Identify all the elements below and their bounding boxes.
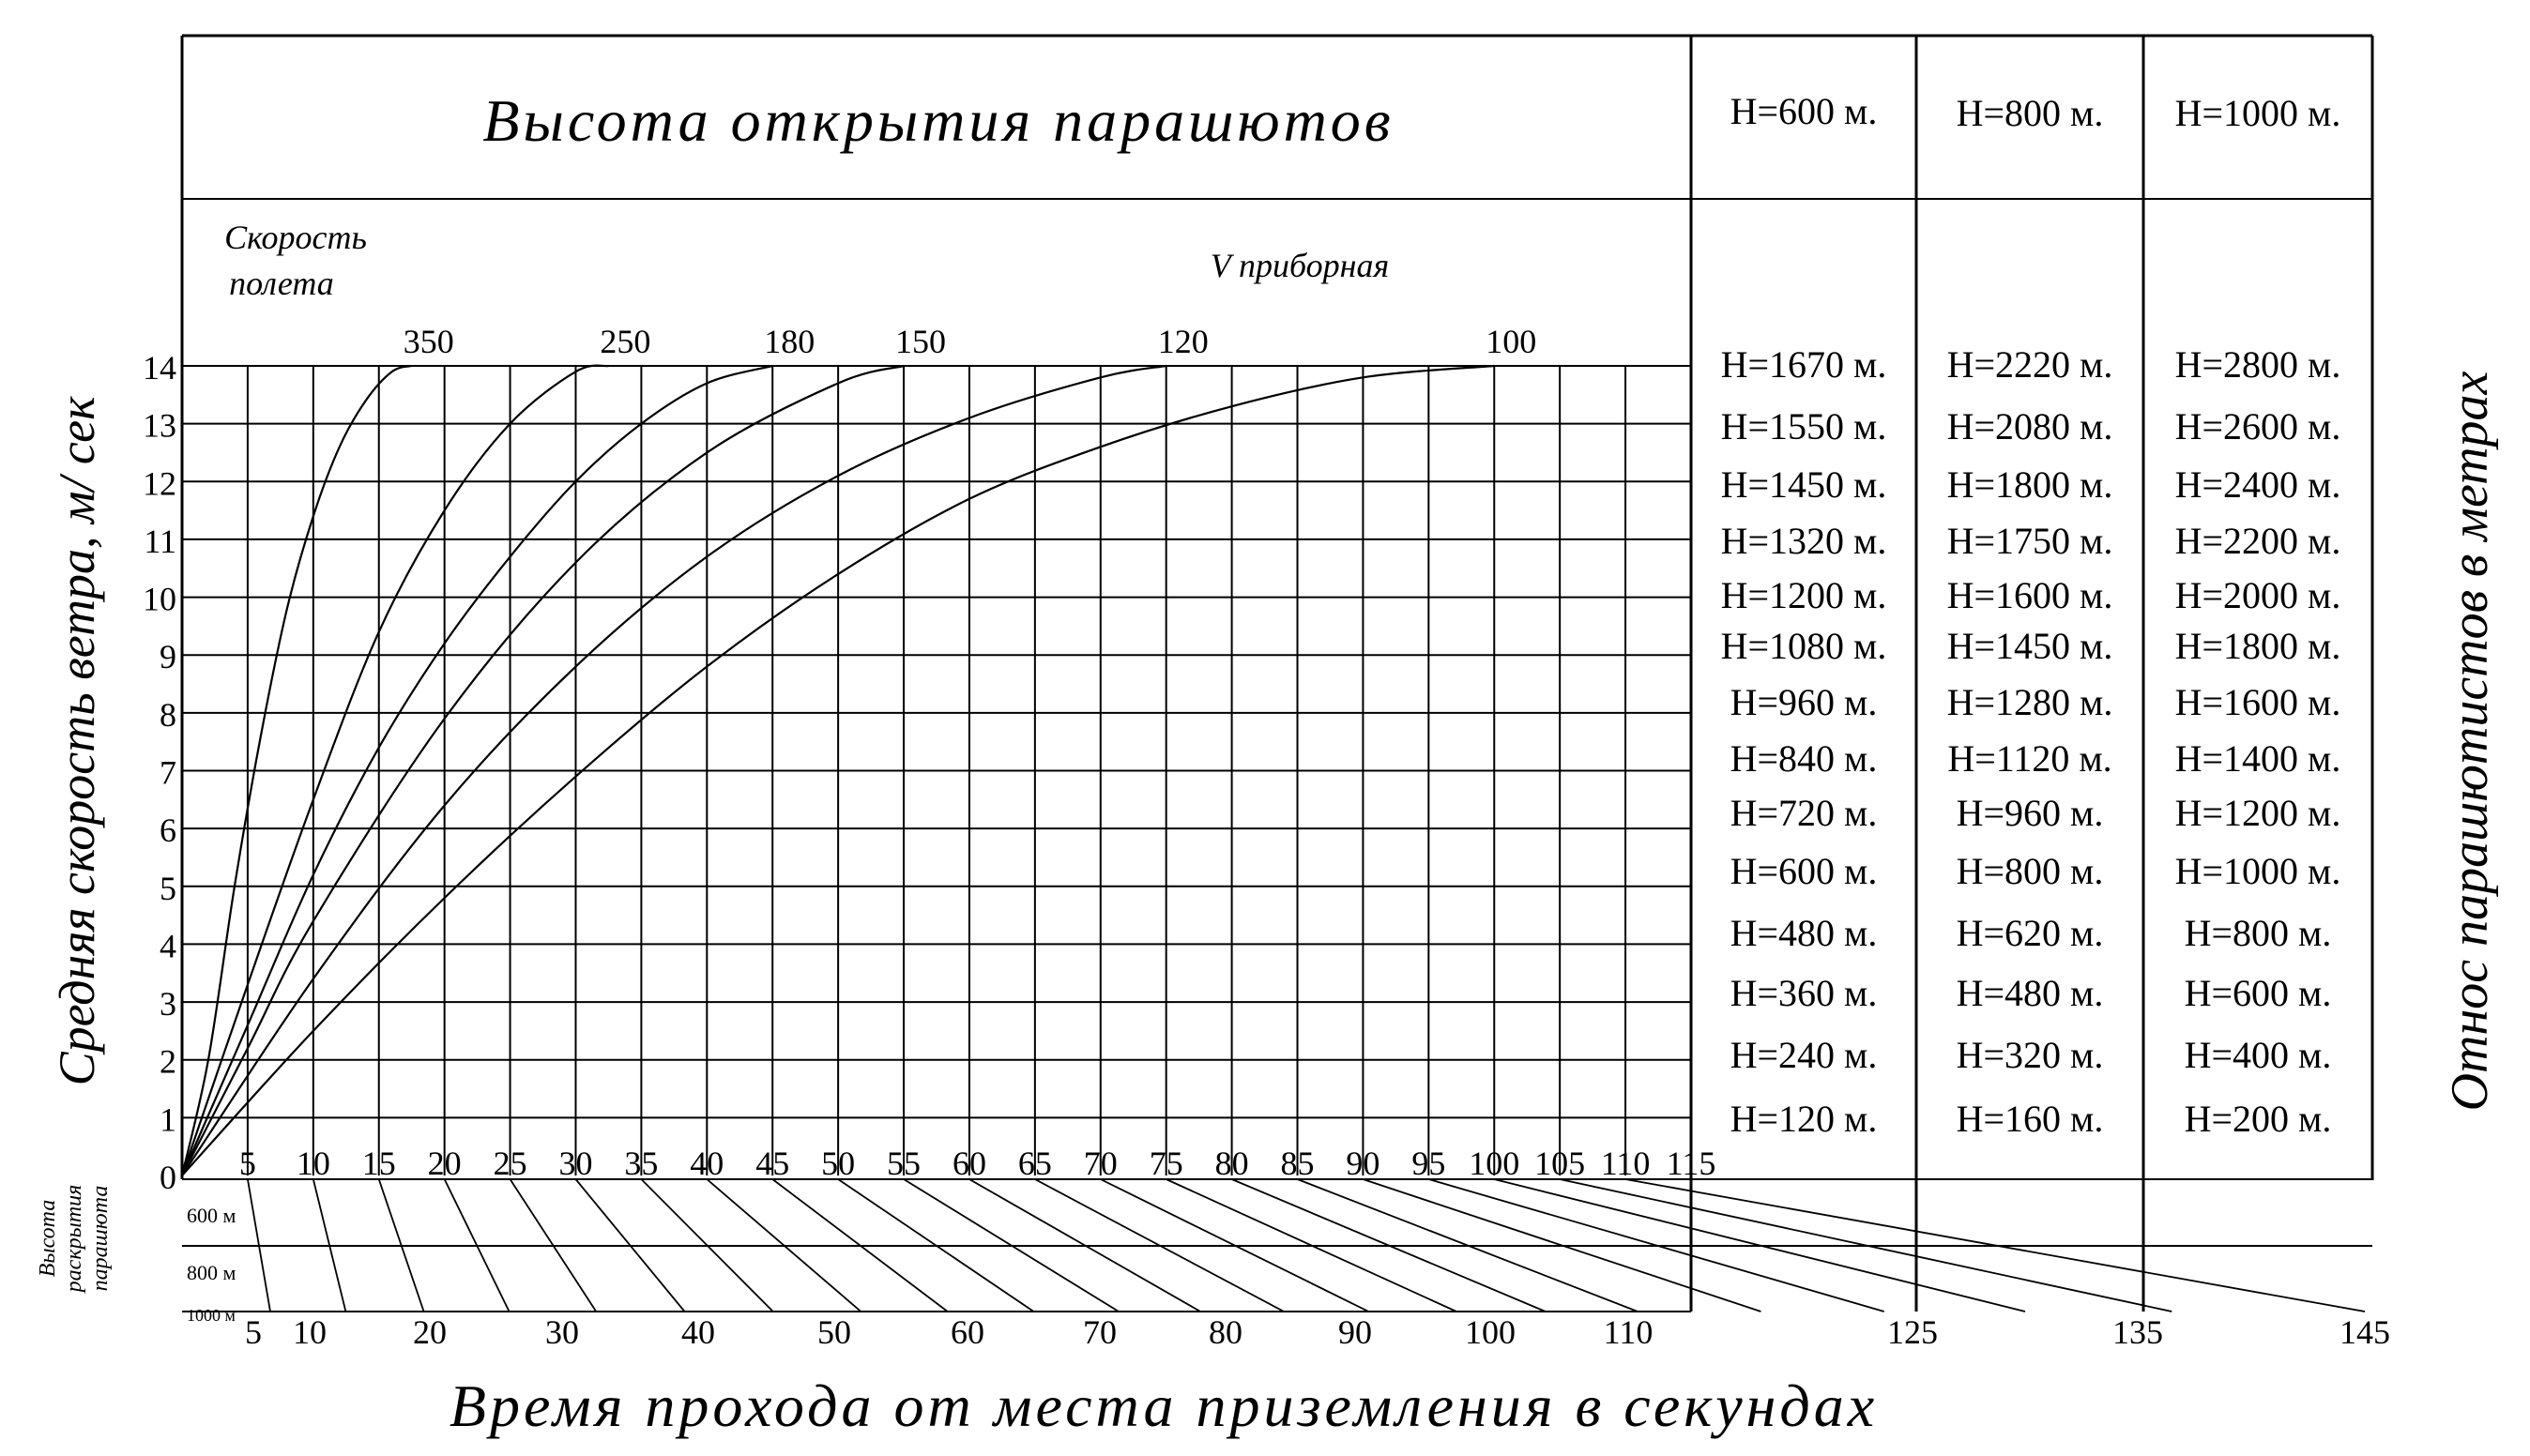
y-tick-14: 14 [143,349,176,387]
bottom-tick-145: 145 [2339,1313,2390,1351]
bottom-tick-50: 50 [817,1313,851,1351]
curve-label-250: 250 [600,323,651,360]
bottom-tick-10: 10 [293,1313,327,1351]
speed-caption-line-2: полета [229,265,334,302]
y-tick-12: 12 [143,464,176,503]
nomogram-label [36,1185,113,1295]
y-tick-5: 5 [160,869,176,907]
header-h800: H=800 м. [1956,92,2104,134]
height-cell-c0-r12: H=240 м. [1730,1034,1878,1076]
x-tick-45: 45 [755,1145,790,1182]
height-cell-c2-r11: H=600 м. [2184,972,2332,1014]
height-cell-c0-r8: H=720 м. [1730,792,1878,834]
bottom-tick-135: 135 [2112,1313,2163,1351]
bottom-tick-100: 100 [1465,1313,1516,1351]
height-cell-c1-r10: H=620 м. [1956,912,2104,954]
x-tick-50: 50 [821,1145,856,1182]
height-cell-c0-r0: H=1670 м. [1720,343,1887,386]
x-tick-115: 115 [1666,1145,1716,1182]
bottom-tick-125: 125 [1887,1313,1938,1351]
curve-label-350: 350 [403,323,454,360]
y-tick-1: 1 [160,1100,176,1139]
bottom-tick-60: 60 [951,1313,984,1351]
height-cell-c0-r7: H=840 м. [1730,737,1878,780]
y-axis-label: Средняя скорость ветра, м/ сек [49,396,105,1086]
bottom-axis-ticks [245,1313,2390,1351]
height-cell-c0-r9: H=600 м. [1730,850,1878,892]
height-cell-c1-r0: H=2220 м. [1946,343,2113,386]
height-cell-c1-r1: H=2080 м. [1946,405,2113,447]
bottom-tick-20: 20 [413,1313,447,1351]
x-tick-105: 105 [1534,1145,1586,1182]
height-cell-c2-r8: H=1200 м. [2174,792,2341,834]
y-tick-13: 13 [143,406,176,445]
height-cell-c0-r2: H=1450 м. [1720,463,1887,506]
y-tick-7: 7 [160,753,176,792]
height-cell-c1-r4: H=1600 м. [1946,574,2113,616]
height-cell-c1-r13: H=160 м. [1956,1098,2104,1140]
bottom-tick-30: 30 [545,1313,579,1351]
height-cell-c1-r6: H=1280 м. [1946,681,2113,723]
y-tick-9: 9 [160,638,176,676]
y-tick-10: 10 [143,580,176,618]
x-tick-110: 110 [1600,1145,1651,1182]
x-axis-label: Время прохода от места приземления в секундах [449,1373,1879,1439]
nomogram-row-800: 800 м [187,1261,236,1284]
curve-labels [404,323,1537,360]
y-tick-0: 0 [160,1159,176,1196]
nomogram-label-line-3: парашюта [88,1185,113,1292]
header-h600: H=600 м. [1730,90,1878,132]
height-cell-c1-r2: H=1800 м. [1946,463,2113,506]
y-axis-ticks [143,349,176,1196]
y-tick-11: 11 [144,522,176,560]
height-cell-c2-r10: H=800 м. [2184,912,2332,954]
height-cell-c0-r4: H=1200 м. [1720,574,1887,616]
height-cell-c2-r7: H=1400 м. [2174,737,2341,780]
height-cell-c1-r12: H=320 м. [1956,1034,2104,1076]
height-cell-c0-r3: H=1320 м. [1720,520,1887,562]
height-cell-c0-r11: H=360 м. [1730,972,1878,1014]
height-cell-c1-r3: H=1750 м. [1946,520,2113,562]
nomogram-label-line-1: Высота [36,1199,60,1278]
height-cell-c2-r4: H=2000 м. [2174,574,2341,616]
bottom-tick-90: 90 [1338,1313,1372,1351]
bottom-tick-70: 70 [1083,1313,1117,1351]
right-axis-label: Относ парашютистов в метрах [2441,371,2499,1112]
height-cell-c2-r6: H=1600 м. [2174,681,2341,723]
bottom-tick-5: 5 [245,1313,262,1351]
height-cell-c2-r0: H=2800 м. [2174,343,2341,386]
height-cell-c2-r9: H=1000 м. [2174,850,2341,892]
x-axis-ticks [239,1145,1715,1182]
x-tick-100: 100 [1469,1145,1520,1182]
height-cell-c1-r11: H=480 м. [1956,972,2104,1014]
height-cell-c1-r7: H=1120 м. [1947,737,2112,780]
height-cell-c1-r5: H=1450 м. [1946,625,2113,667]
header-h1000: H=1000 м. [2174,92,2341,134]
curve-label-120: 120 [1157,323,1209,360]
x-tick-70: 70 [1083,1145,1118,1182]
x-tick-15: 15 [361,1145,396,1182]
x-tick-95: 95 [1411,1145,1446,1182]
speed-caption-line-1: Скорость [224,219,367,256]
x-tick-60: 60 [952,1145,986,1182]
bottom-tick-110: 110 [1603,1313,1654,1351]
nomogram-label-line-2: раскрытия [62,1184,86,1293]
height-cell-c0-r10: H=480 м. [1730,912,1878,954]
y-tick-4: 4 [160,927,176,965]
y-tick-8: 8 [160,695,176,734]
x-tick-10: 10 [296,1145,330,1182]
curve-label-180: 180 [764,323,815,360]
x-tick-85: 85 [1280,1145,1315,1182]
nomogram-row-600: 600 м [187,1204,236,1227]
height-cell-c0-r13: H=120 м. [1730,1098,1878,1140]
chart-title: Высота открытия парашютов [482,87,1395,154]
x-tick-55: 55 [887,1145,922,1182]
x-tick-80: 80 [1214,1145,1249,1182]
y-tick-3: 3 [160,985,176,1024]
height-cell-c0-r6: H=960 м. [1730,681,1878,723]
bottom-tick-40: 40 [681,1313,715,1351]
x-tick-35: 35 [624,1145,659,1182]
height-cell-c1-r9: H=800 м. [1956,850,2104,892]
curve-label-150: 150 [895,323,947,360]
height-cell-c0-r1: H=1550 м. [1720,405,1887,447]
height-cell-c1-r8: H=960 м. [1956,792,2104,834]
v-label: V приборная [1210,247,1390,284]
x-tick-75: 75 [1149,1145,1183,1182]
height-cell-c2-r12: H=400 м. [2184,1034,2332,1076]
height-cell-c2-r3: H=2200 м. [2174,520,2341,562]
x-tick-25: 25 [493,1145,527,1182]
height-cell-c2-r5: H=1800 м. [2174,625,2341,667]
y-tick-6: 6 [160,811,176,850]
x-tick-20: 20 [427,1145,462,1182]
opening-heights-table [1721,343,2341,1140]
height-cell-c0-r5: H=1080 м. [1720,625,1887,667]
x-tick-30: 30 [558,1145,593,1182]
nomogram-row-1000: 1000 м [187,1306,236,1325]
bottom-tick-80: 80 [1209,1313,1242,1351]
curve-label-100: 100 [1486,323,1537,360]
x-tick-90: 90 [1346,1145,1380,1182]
x-tick-40: 40 [690,1145,724,1182]
y-tick-2: 2 [160,1042,176,1081]
x-tick-65: 65 [1017,1145,1052,1182]
height-cell-c2-r1: H=2600 м. [2174,405,2341,447]
height-cell-c2-r2: H=2400 м. [2174,463,2341,506]
x-tick-5: 5 [238,1145,256,1182]
height-cell-c2-r13: H=200 м. [2184,1098,2332,1140]
